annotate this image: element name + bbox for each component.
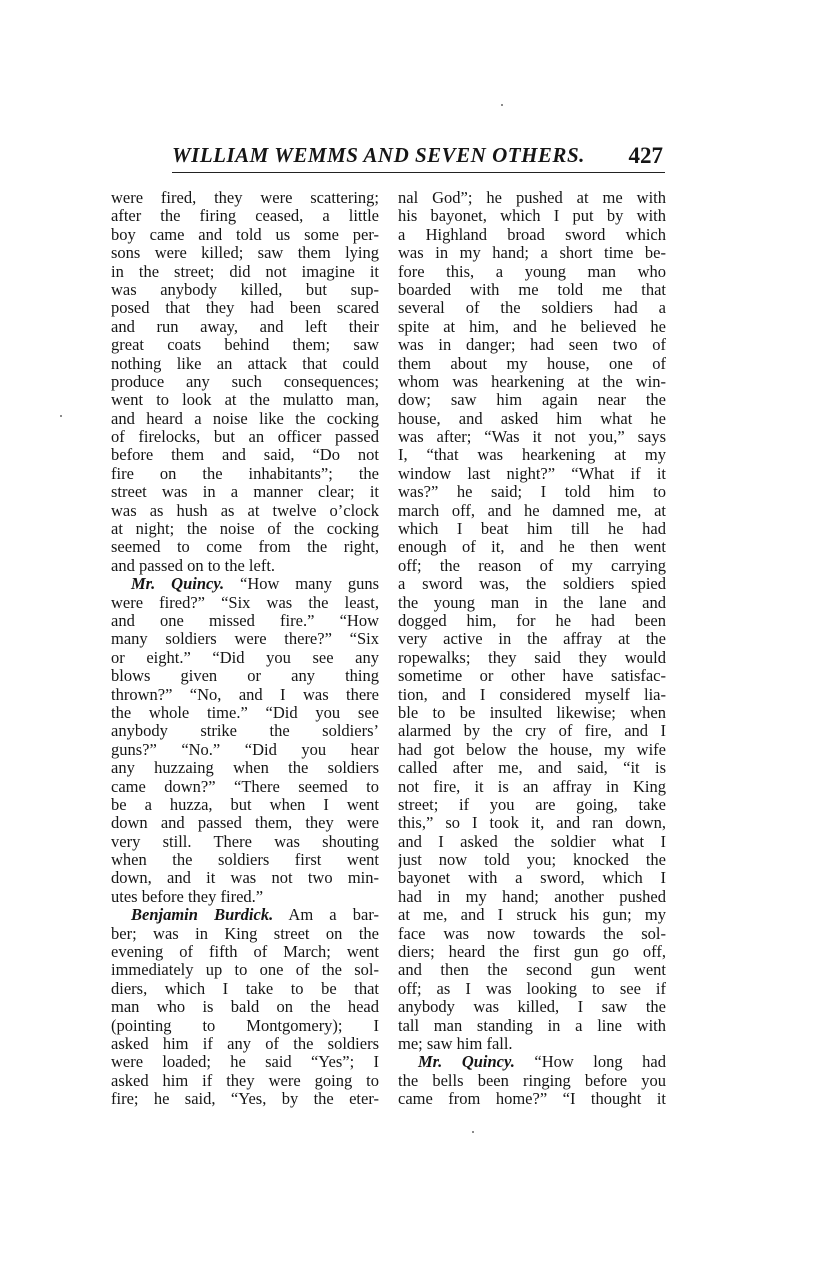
line-text: very still. There was shouting (111, 832, 379, 851)
line-text: thrown?” “No, and I was there (111, 685, 379, 704)
line-text: dogged him, for he had been (398, 611, 666, 630)
text-line (111, 538, 379, 556)
line-text: whom was hearkening at the win- (398, 372, 666, 391)
line-text: I, “that was hearkening at my (398, 446, 666, 465)
text-line (111, 851, 379, 869)
text-line (398, 686, 666, 704)
line-text: boarded with me told me that (398, 280, 666, 299)
text-line (111, 649, 379, 667)
line-text: and then the second gun went (398, 961, 666, 980)
text-line (398, 465, 666, 483)
text-line (398, 428, 666, 446)
line-text: was in danger; had seen two of (398, 336, 666, 355)
line-text: utes before they fired.” (111, 887, 264, 906)
text-line (111, 741, 379, 759)
running-title: WILLIAM WEMMS AND SEVEN OTHERS. (172, 143, 585, 167)
text-line (398, 281, 666, 299)
text-line (398, 1035, 666, 1053)
line-text: his bayonet, which I put by with (398, 207, 666, 226)
text-line (111, 1035, 379, 1053)
text-line (398, 630, 666, 648)
text-line (111, 778, 379, 796)
line-text: fire; he said, “Yes, by the eter- (111, 1090, 379, 1109)
text-line (398, 226, 666, 244)
text-line (111, 1017, 379, 1035)
line-text: was in my hand; a short time be- (398, 244, 666, 263)
line-text: them about my house, one of (398, 354, 666, 373)
line-text: (pointing to Montgomery); I (111, 1016, 379, 1035)
line-text: were fired?” “Six was the least, (111, 593, 379, 612)
line-text: after the firing ceased, a little (111, 207, 379, 226)
line-text: sometime or other have satisfac- (398, 667, 666, 686)
line-text: had got below the house, my wife (398, 740, 666, 759)
text-line (111, 833, 379, 851)
line-text: in the street; did not imagine it (111, 262, 379, 281)
line-text: immediately up to one of the sol- (111, 961, 379, 980)
text-line (398, 318, 666, 336)
text-line (398, 925, 666, 943)
text-line (111, 465, 379, 483)
text-line (111, 906, 379, 924)
print-speck (60, 415, 62, 417)
text-line (398, 1017, 666, 1035)
line-text: tion, and I considered myself lia- (398, 685, 666, 704)
text-line (111, 667, 379, 685)
text-line (398, 851, 666, 869)
line-text: street; if you are going, take (398, 795, 666, 814)
line-text: anybody was killed, I saw the (398, 998, 666, 1017)
text-line (398, 410, 666, 428)
text-line (398, 557, 666, 575)
text-line (111, 244, 379, 262)
text-line (398, 704, 666, 722)
line-text: came down?” “There seemed to (111, 777, 379, 796)
text-line (111, 189, 379, 207)
text-line (398, 741, 666, 759)
text-line (398, 391, 666, 409)
text-line (111, 869, 379, 887)
line-text: produce any such consequences; (111, 372, 379, 391)
line-text: enough of it, and he then went (398, 538, 666, 557)
line-text: a sword was, the soldiers spied (398, 575, 666, 594)
speaker-name: Benjamin Burdick. (131, 906, 274, 925)
line-text: ble to be insulted likewise; when (398, 703, 666, 722)
line-text: house, and asked him what he (398, 409, 666, 428)
text-line (398, 961, 666, 979)
line-text: and run away, and left their (111, 317, 379, 336)
text-line (111, 925, 379, 943)
text-line (111, 943, 379, 961)
text-line (111, 1053, 379, 1071)
text-line (111, 575, 379, 593)
text-line (111, 483, 379, 501)
text-line (398, 502, 666, 520)
line-text: and heard a noise like the cocking (111, 409, 379, 428)
line-text: down and passed them, they were (111, 814, 379, 833)
text-line (398, 1090, 666, 1108)
text-line (111, 391, 379, 409)
line-text: window last night?” “What if it (398, 464, 666, 483)
line-text: of firelocks, but an officer passed (111, 428, 379, 447)
line-text: tall man standing in a line with (398, 1016, 666, 1035)
line-text: guns?” “No.” “Did you hear (111, 740, 379, 759)
line-text: march off, and he damned me, at (398, 501, 666, 520)
text-line (398, 483, 666, 501)
line-text: very active in the affray at the (398, 630, 666, 649)
line-text: nothing like an attack that could (111, 354, 379, 373)
line-text: anybody strike the soldiers’ (111, 722, 379, 741)
line-text: several of the soldiers had a (398, 299, 666, 318)
text-line (111, 336, 379, 354)
line-text: ropewalks; they said they would (398, 648, 666, 667)
line-text: “How many guns (224, 575, 379, 594)
text-line (111, 980, 379, 998)
text-line (398, 833, 666, 851)
line-text: the bells been ringing before you (398, 1071, 666, 1090)
line-text: was anybody killed, but sup- (111, 280, 379, 299)
text-line (111, 207, 379, 225)
page-number: 427 (628, 143, 663, 168)
line-text: off; as I was looking to see if (398, 979, 666, 998)
line-text: fire on the inhabitants”; the (111, 464, 379, 483)
text-line (398, 943, 666, 961)
line-text: the young man in the lane and (398, 593, 666, 612)
line-text: many soldiers were there?” “Six (111, 630, 379, 649)
text-line (111, 686, 379, 704)
text-line (111, 263, 379, 281)
text-line (398, 299, 666, 317)
text-line (398, 649, 666, 667)
line-text: not fire, it is an affray in King (398, 777, 666, 796)
text-line (398, 244, 666, 262)
text-line (111, 888, 379, 906)
line-text: and I asked the soldier what I (398, 832, 666, 851)
text-line (398, 759, 666, 777)
line-text: was?” he said; I told him to (398, 483, 666, 502)
line-text: when the soldiers first went (111, 851, 379, 870)
line-text: be a huzza, but when I went (111, 795, 379, 814)
text-line (398, 778, 666, 796)
text-line (398, 520, 666, 538)
text-line (398, 207, 666, 225)
line-text: any huzzaing when the soldiers (111, 759, 379, 778)
line-text: had in my hand; another pushed (398, 887, 666, 906)
text-line (398, 1053, 666, 1071)
text-line (111, 428, 379, 446)
text-line (111, 722, 379, 740)
text-line (111, 814, 379, 832)
line-text: blows given or any thing (111, 667, 379, 686)
text-line (398, 1072, 666, 1090)
line-text: or eight.” “Did you see any (111, 648, 379, 667)
text-line (111, 373, 379, 391)
speaker-name: Mr. Quincy. (131, 575, 225, 594)
print-speck (472, 1131, 474, 1133)
line-text: spite at him, and he believed he (398, 317, 666, 336)
text-line (111, 961, 379, 979)
line-text: face was now towards the sol- (398, 924, 666, 943)
text-line (111, 318, 379, 336)
line-text: the whole time.” “Did you see (111, 703, 379, 722)
line-text: this,” so I took it, and ran down, (398, 814, 666, 833)
text-line (398, 869, 666, 887)
line-text: before them and said, “Do not (111, 446, 379, 465)
text-line (398, 980, 666, 998)
line-text: just now told you; knocked the (398, 851, 666, 870)
text-line (111, 704, 379, 722)
line-text: a Highland broad sword which (398, 225, 666, 244)
line-text: Am a bar- (273, 906, 379, 925)
text-line (398, 722, 666, 740)
text-line (111, 998, 379, 1016)
text-line (398, 538, 666, 556)
line-text: were loaded; he said “Yes”; I (111, 1053, 379, 1072)
line-text: nal God”; he pushed at me with (398, 189, 666, 207)
text-line (398, 796, 666, 814)
text-line (111, 446, 379, 464)
print-speck (501, 104, 503, 106)
text-line (398, 998, 666, 1016)
text-line (111, 226, 379, 244)
line-text: at night; the noise of the cocking (111, 520, 379, 539)
text-line (111, 557, 379, 575)
text-line (111, 281, 379, 299)
text-line (398, 373, 666, 391)
text-line (398, 612, 666, 630)
text-line (111, 1090, 379, 1108)
line-text: down, and it was not two min- (111, 869, 379, 888)
text-line (398, 263, 666, 281)
line-text: me; saw him fall. (398, 1034, 513, 1053)
text-line (111, 612, 379, 630)
line-text: asked him if any of the soldiers (111, 1034, 379, 1053)
text-line (111, 410, 379, 428)
line-text: alarmed by the cry of fire, and I (398, 722, 666, 741)
text-line (398, 888, 666, 906)
text-line (398, 594, 666, 612)
text-line (111, 520, 379, 538)
line-text: fore this, a young man who (398, 262, 666, 281)
line-text: off; the reason of my carrying (398, 556, 666, 575)
text-line (111, 502, 379, 520)
line-text: ber; was in King street on the (111, 924, 379, 943)
left-text-column (111, 189, 379, 1109)
line-text: asked him if they were going to (111, 1071, 379, 1090)
line-text: great coats behind them; saw (111, 336, 379, 355)
line-text: and one missed fire.” “How (111, 611, 379, 630)
text-line (398, 336, 666, 354)
line-text: dow; saw him again near the (398, 391, 666, 410)
line-text: posed that they had been scared (111, 299, 379, 318)
line-text: which I beat him till he had (398, 520, 666, 539)
page-header (172, 140, 665, 173)
text-line (398, 189, 666, 207)
line-text: and passed on to the left. (111, 556, 276, 575)
line-text: at me, and I struck his gun; my (398, 906, 666, 925)
text-line (111, 796, 379, 814)
line-text: bayonet with a sword, which I (398, 869, 666, 888)
text-line (398, 355, 666, 373)
text-line (111, 594, 379, 612)
line-text: sons were killed; saw them lying (111, 244, 379, 263)
line-text: was after; “Was it not you,” says (398, 428, 666, 447)
line-text: man who is bald on the head (111, 998, 379, 1017)
text-line (111, 1072, 379, 1090)
line-text: were fired, they were scattering; (111, 189, 379, 207)
line-text: seemed to come from the right, (111, 538, 379, 557)
line-text: “How long had (514, 1053, 666, 1072)
text-line (398, 667, 666, 685)
text-line (111, 355, 379, 373)
line-text: diers; heard the first gun go off, (398, 943, 666, 962)
text-line (398, 906, 666, 924)
line-text: street was in a manner clear; it (111, 483, 379, 502)
line-text: evening of fifth of March; went (111, 943, 379, 962)
line-text: diers, which I take to be that (111, 979, 379, 998)
text-line (398, 575, 666, 593)
line-text: went to look at the mulatto man, (111, 391, 379, 410)
text-line (398, 814, 666, 832)
right-text-column (398, 189, 666, 1109)
line-text: came from home?” “I thought it (398, 1090, 666, 1109)
speaker-name: Mr. Quincy. (418, 1053, 515, 1072)
line-text: boy came and told us some per- (111, 225, 379, 244)
line-text: called after me, and said, “it is (398, 759, 666, 778)
text-line (111, 630, 379, 648)
text-line (398, 446, 666, 464)
text-line (111, 759, 379, 777)
text-line (111, 299, 379, 317)
line-text: was as hush as at twelve o’clock (111, 501, 379, 520)
